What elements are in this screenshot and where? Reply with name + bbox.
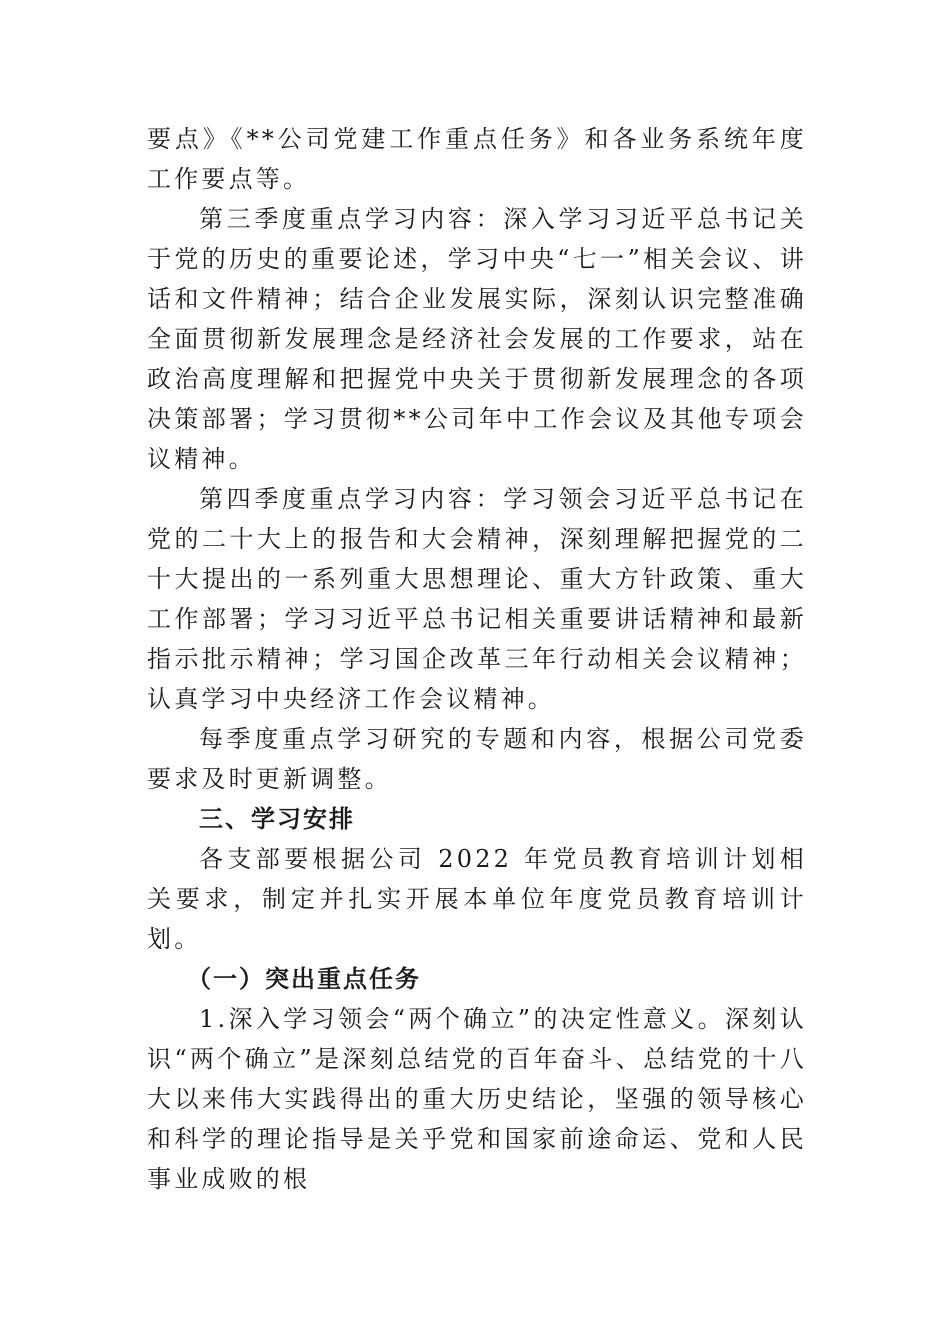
paragraph-quarterly-update: 每季度重点学习研究的专题和内容，根据公司党委要求及时更新调整。 [147,725,807,793]
document-body [147,119,807,1199]
paragraph-continuation: 要点》《**公司党建工作重点任务》和各业务系统年度工作要点等。 [147,125,807,193]
paragraph-two-establishments: 1.深入学习领会“两个确立”的决定性意义。深刻认识“两个确立”是深刻总结党的百年奋斗、总结党的十八大以来伟大实践得出的重大历史结论，坚强的领导核心和科学的理论指导是关乎党和国家前途命运、党和人民事业成败的根 [147,1005,807,1193]
paragraph-training-plan: 各支部要根据公司 2022 年党员教育培训计划相关要求，制定并扎实开展本单位年度党员教育培训计划。 [147,845,807,953]
section-heading-study-arrangement: 三、学习安排 [199,805,355,833]
paragraph-q3-study: 第三季度重点学习内容：深入学习习近平总书记关于党的历史的重要论述，学习中央“七一”相关会议、讲话和文件精神；结合企业发展实际，深刻认识完整准确全面贯彻新发展理念是经济社会发展的工作要求，站在政治高度理解和把握党中央关于贯彻新发展理念的各项决策部署；学习贯彻**公司年中工作会议及其他专项会议精神。 [147,205,807,473]
paragraph-q4-study: 第四季度重点学习内容：学习领会习近平总书记在党的二十大上的报告和大会精神，深刻理解把握党的二十大提出的一系列重大思想理论、重大方针政策、重大工作部署；学习习近平总书记相关重要讲话精神和最新指示批示精神；学习国企改革三年行动相关会议精神；认真学习中央经济工作会议精神。 [147,485,807,713]
subsection-heading-key-tasks: （一）突出重点任务 [187,964,421,993]
